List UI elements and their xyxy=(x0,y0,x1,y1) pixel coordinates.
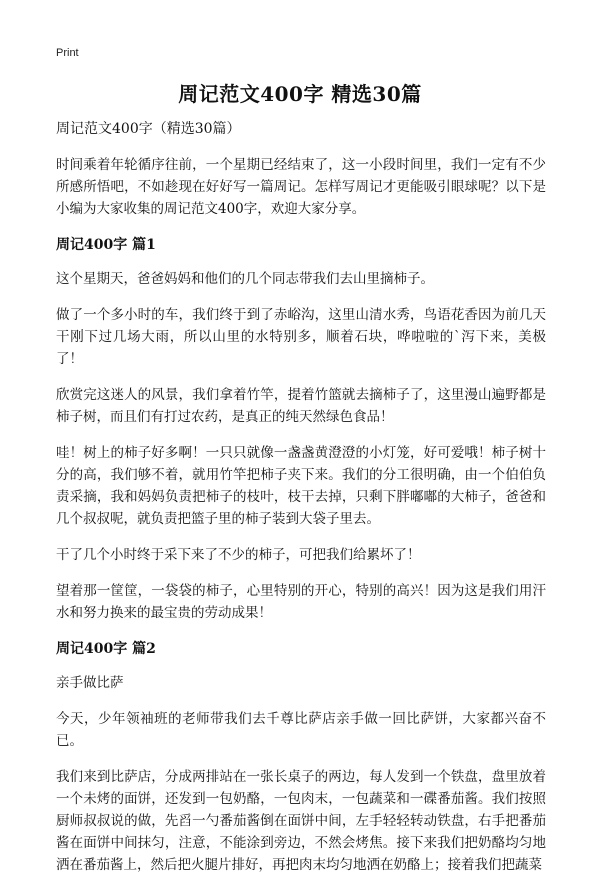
page-title: 周记范文400字 精选30篇 xyxy=(178,82,422,106)
section-2-paragraph: 亲手做比萨 xyxy=(56,675,124,691)
section-1-paragraph: 这个星期天，爸爸妈妈和他们的几个同志带我们去山里摘柿子。 xyxy=(56,271,434,287)
section-1-heading: 周记400字 篇1 xyxy=(56,237,156,253)
section-2-paragraph: 我们来到比萨店，分成两排站在一张长桌子的两边，每人发到一个铁盘，盘里放着一个未烤的面饼，还发到一包奶酪，一包肉末，一包蔬菜和一碟番茄酱。我们按照厨师叔叔说的做，先舀一勺番茄酱倒在面饼中间，左手轻轻转动铁盘，右手把番茄酱在面饼中间抹匀，注意，不能涂到旁边，不然会烤焦。接下来我们把奶酪均匀地洒在番茄酱上，然后把火腿片排好，再把肉末均匀地洒在奶酪上；接着我们把蔬菜 xyxy=(56,769,546,873)
article-body xyxy=(56,118,546,890)
section-1-paragraph: 做了一个多小时的车，我们终于到了赤峪沟，这里山清水秀，鸟语花香因为前几天干刚下过几场大雨，所以山里的水特别多，顺着石块，哗啦啦的`泻下来，美极了！ xyxy=(56,307,546,367)
section-2-paragraph: 今天，少年领袖班的老师带我们去千尊比萨店亲手做一回比萨饼，大家都兴奋不已。 xyxy=(56,711,546,749)
section-1-paragraph: 干了几个小时终于采下来了不少的柿子，可把我们给累坏了！ xyxy=(56,547,421,563)
intro-paragraph: 时间乘着年轮循序往前，一个星期已经结束了，这一小段时间里，我们一定有不少所感所悟吧，不如趁现在好好写一篇周记。怎样写周记才更能吸引眼球呢？以下是小编为大家收集的周记范文400字，欢迎大家分享。 xyxy=(56,157,546,217)
section-1-paragraph: 哇！树上的柿子好多啊！一只只就像一盏盏黄澄澄的小灯笼，好可爱哦！柿子树十分的高，我们够不着，就用竹竿把柿子夹下来。我们的分工很明确，由一个伯伯负责采摘，我和妈妈负责把柿子的枝叶，枝干去掉，只剩下胖嘟嘟的大柿子，爸爸和几个叔叔呢，就负责把篮子里的柿子装到大袋子里去。 xyxy=(56,445,546,527)
print-link[interactable]: Print xyxy=(56,47,79,59)
article-subtitle: 周记范文400字（精选30篇） xyxy=(56,121,241,137)
section-1-paragraph: 望着那一筐筐，一袋袋的柿子，心里特别的开心，特别的高兴！因为这是我们用汗水和努力换来的最宝贵的劳动成果！ xyxy=(56,583,546,621)
section-1-paragraph: 欣赏完这迷人的风景，我们拿着竹竿，提着竹篮就去摘柿子了，这里漫山遍野都是柿子树，而且们有打过农药，是真正的纯天然绿色食品！ xyxy=(56,387,546,425)
section-2-heading: 周记400字 篇2 xyxy=(56,641,156,657)
